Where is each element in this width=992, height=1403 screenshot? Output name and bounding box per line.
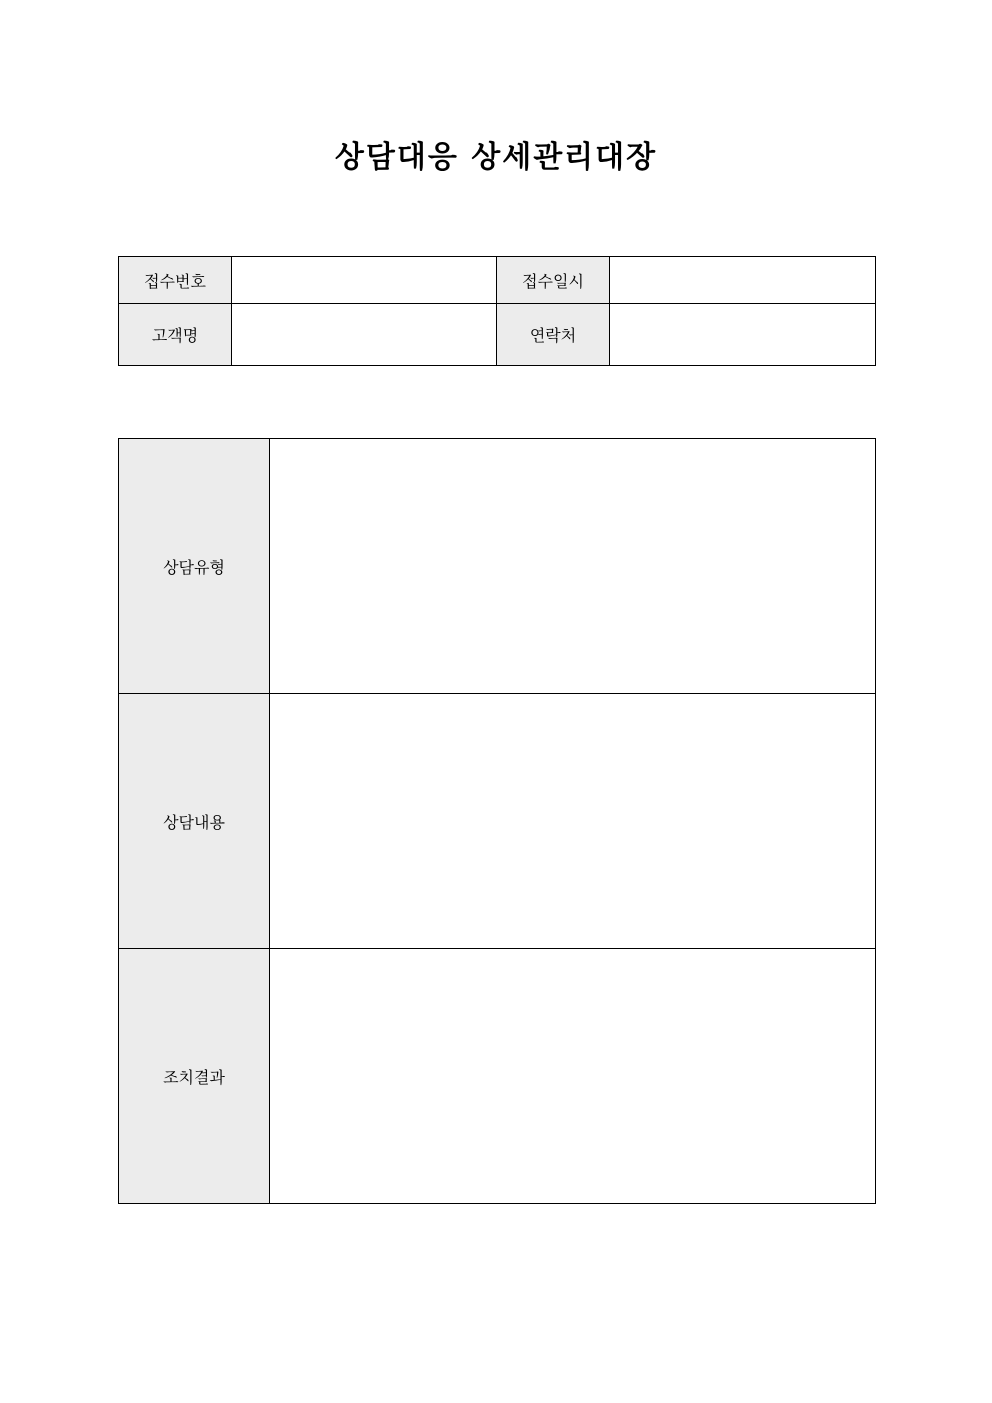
detail-row-consultation-content <box>119 694 876 949</box>
consultation-type-label: 상담유형 <box>119 439 270 694</box>
consultation-content-label: 상담내용 <box>119 694 270 949</box>
info-row-customer <box>119 304 876 366</box>
customer-name-label: 고객명 <box>119 304 232 366</box>
detail-row-consultation-type <box>119 439 876 694</box>
receipt-datetime-label: 접수일시 <box>497 257 610 304</box>
action-result-label: 조치결과 <box>119 949 270 1204</box>
contact-label: 연락처 <box>497 304 610 366</box>
contact-field[interactable] <box>610 304 876 366</box>
receipt-number-label: 접수번호 <box>119 257 232 304</box>
info-table <box>118 256 876 366</box>
receipt-number-field[interactable] <box>232 257 497 304</box>
action-result-field[interactable] <box>270 949 876 1204</box>
consultation-type-field[interactable] <box>270 439 876 694</box>
info-row-receipt <box>119 257 876 304</box>
detail-table <box>118 438 876 1204</box>
detail-row-action-result <box>119 949 876 1204</box>
consultation-content-field[interactable] <box>270 694 876 949</box>
receipt-datetime-field[interactable] <box>610 257 876 304</box>
customer-name-field[interactable] <box>232 304 497 366</box>
page-title: 상담대응 상세관리대장 <box>334 140 658 175</box>
